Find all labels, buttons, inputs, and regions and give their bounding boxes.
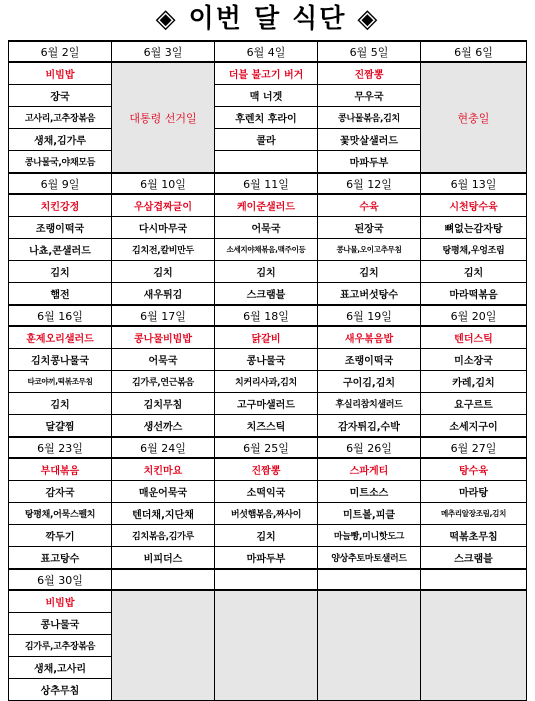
main-dish: 텐더스틱 xyxy=(421,326,527,349)
menu-item: 달걀찜 xyxy=(9,415,112,438)
menu-item: 무우국 xyxy=(318,85,421,107)
date-row xyxy=(9,437,527,458)
date-cell xyxy=(215,569,318,590)
menu-item: 소떡익국 xyxy=(215,481,318,503)
main-dish: 우삼겹짜글이 xyxy=(112,194,215,217)
main-dish: 새우볶음밥 xyxy=(318,326,421,349)
menu-item: 텐더채,지단채 xyxy=(112,503,215,525)
menu-item: 김치전,칼비만두 xyxy=(112,239,215,261)
date-cell: 6월 10일 xyxy=(112,173,215,194)
menu-item: 김가루,고추장볶음 xyxy=(9,635,112,657)
menu-item: 감자국 xyxy=(9,481,112,503)
date-cell: 6월 27일 xyxy=(421,437,527,458)
menu-row xyxy=(9,62,527,85)
menu-row xyxy=(9,217,527,239)
empty-cell xyxy=(318,590,421,701)
menu-row xyxy=(9,349,527,371)
menu-item: 김치 xyxy=(9,393,112,415)
menu-item: 김치볶음,김가루 xyxy=(112,525,215,547)
menu-item: 햄전 xyxy=(9,283,112,306)
date-cell xyxy=(112,569,215,590)
holiday-cell: 현충일 xyxy=(421,62,527,173)
menu-item: 나쵸,콘샐러드 xyxy=(9,239,112,261)
menu-item: 후실리참치샐러드 xyxy=(318,393,421,415)
date-row xyxy=(9,305,527,326)
menu-item: 치즈스틱 xyxy=(215,415,318,438)
menu-item: 김치 xyxy=(215,525,318,547)
date-cell: 6월 3일 xyxy=(112,41,215,62)
main-dish: 진짬뽕 xyxy=(215,458,318,481)
date-row xyxy=(9,41,527,62)
main-dish: 케이준샐러드 xyxy=(215,194,318,217)
menu-row xyxy=(9,415,527,438)
menu-item: 김가루,연근볶음 xyxy=(112,371,215,393)
date-cell: 6월 23일 xyxy=(9,437,112,458)
main-dish: 훈제오리샐러드 xyxy=(9,326,112,349)
menu-item: 스크램블 xyxy=(421,547,527,570)
menu-item: 타코야끼,떡볶조무침 xyxy=(9,371,112,393)
menu-row xyxy=(9,371,527,393)
menu-item: 김치 xyxy=(318,261,421,283)
menu-row xyxy=(9,261,527,283)
menu-item: 탕평채,우엉조림 xyxy=(421,239,527,261)
menu-item: 표고탕수 xyxy=(9,547,112,570)
menu-row xyxy=(9,503,527,525)
menu-item: 감자튀김,수박 xyxy=(318,415,421,438)
menu-row xyxy=(9,393,527,415)
date-cell: 6월 16일 xyxy=(9,305,112,326)
date-cell xyxy=(318,569,421,590)
date-cell: 6월 18일 xyxy=(215,305,318,326)
main-dish: 더블 불고기 버거 xyxy=(215,62,318,85)
menu-item: 뼈없는감자탕 xyxy=(421,217,527,239)
menu-item: 표고버섯탕수 xyxy=(318,283,421,306)
empty-cell xyxy=(421,590,527,701)
date-cell: 6월 13일 xyxy=(421,173,527,194)
menu-item: 치커리사과,김치 xyxy=(215,371,318,393)
menu-item: 마라떡볶음 xyxy=(421,283,527,306)
meal-calendar-table xyxy=(8,40,527,701)
menu-item: 비피더스 xyxy=(112,547,215,570)
main-dish: 스파게티 xyxy=(318,458,421,481)
menu-row xyxy=(9,525,527,547)
date-cell: 6월 2일 xyxy=(9,41,112,62)
menu-item: 맥 너겟 xyxy=(215,85,318,107)
menu-item xyxy=(215,151,318,174)
menu-item: 생채,김가루 xyxy=(9,129,112,151)
menu-item: 콩나물볶음,김치 xyxy=(318,107,421,129)
menu-item: 마파두부 xyxy=(318,151,421,174)
menu-item: 조랭이떡국 xyxy=(9,217,112,239)
menu-item: 미소장국 xyxy=(421,349,527,371)
date-cell: 6월 26일 xyxy=(318,437,421,458)
empty-cell xyxy=(215,590,318,701)
main-dish: 비빔밥 xyxy=(9,590,112,613)
date-cell: 6월 25일 xyxy=(215,437,318,458)
menu-item: 고사리,고추장볶음 xyxy=(9,107,112,129)
menu-item: 콜라 xyxy=(215,129,318,151)
date-row xyxy=(9,173,527,194)
menu-item: 구이김,김치 xyxy=(318,371,421,393)
main-dish: 시천탕수육 xyxy=(421,194,527,217)
menu-item: 꽃맛살샐러드 xyxy=(318,129,421,151)
menu-item: 새우튀김 xyxy=(112,283,215,306)
menu-row xyxy=(9,194,527,217)
main-dish: 콩나물비빔밥 xyxy=(112,326,215,349)
date-cell: 6월 24일 xyxy=(112,437,215,458)
menu-item: 미트볼,피클 xyxy=(318,503,421,525)
menu-item: 조랭이떡국 xyxy=(318,349,421,371)
menu-item: 메추리알장조림,김치 xyxy=(421,503,527,525)
menu-item: 생선까스 xyxy=(112,415,215,438)
date-cell: 6월 19일 xyxy=(318,305,421,326)
date-cell: 6월 9일 xyxy=(9,173,112,194)
menu-item: 김치 xyxy=(112,261,215,283)
menu-item: 콩나물국 xyxy=(215,349,318,371)
menu-item: 김치 xyxy=(215,261,318,283)
menu-row xyxy=(9,326,527,349)
menu-item: 다시마무국 xyxy=(112,217,215,239)
main-dish: 부대볶음 xyxy=(9,458,112,481)
date-cell: 6월 6일 xyxy=(421,41,527,62)
menu-row xyxy=(9,590,527,613)
menu-item: 후렌치 후라이 xyxy=(215,107,318,129)
holiday-cell: 대통령 선거일 xyxy=(112,62,215,173)
menu-item: 미트소스 xyxy=(318,481,421,503)
date-cell: 6월 17일 xyxy=(112,305,215,326)
date-cell: 6월 5일 xyxy=(318,41,421,62)
menu-item: 김치 xyxy=(9,261,112,283)
main-dish: 진짬뽕 xyxy=(318,62,421,85)
menu-item: 고구마샐러드 xyxy=(215,393,318,415)
menu-item: 스크램블 xyxy=(215,283,318,306)
page-title: ◈ 이번 달 식단 ◈ xyxy=(155,4,380,34)
menu-item: 버섯햄볶음,짜사이 xyxy=(215,503,318,525)
menu-item: 김치무침 xyxy=(112,393,215,415)
menu-item: 깍두기 xyxy=(9,525,112,547)
menu-item: 김치콩나물국 xyxy=(9,349,112,371)
menu-item: 마늘빵,미니핫도그 xyxy=(318,525,421,547)
menu-item: 마라탕 xyxy=(421,481,527,503)
menu-item: 된장국 xyxy=(318,217,421,239)
main-dish: 비빔밥 xyxy=(9,62,112,85)
main-dish: 수육 xyxy=(318,194,421,217)
menu-item: 소세지야채볶음,맥주이등 xyxy=(215,239,318,261)
menu-item: 탕평채,어묵스펠치 xyxy=(9,503,112,525)
menu-item: 매운어묵국 xyxy=(112,481,215,503)
menu-item: 카레,김치 xyxy=(421,371,527,393)
menu-item: 김치 xyxy=(421,261,527,283)
main-dish: 치킨강정 xyxy=(9,194,112,217)
date-cell: 6월 20일 xyxy=(421,305,527,326)
menu-item: 소세지구이 xyxy=(421,415,527,438)
menu-item: 콩나물,오이고추무침 xyxy=(318,239,421,261)
main-dish: 치킨마요 xyxy=(112,458,215,481)
date-row xyxy=(9,569,527,590)
main-dish: 닭갈비 xyxy=(215,326,318,349)
main-dish: 탕수육 xyxy=(421,458,527,481)
menu-item: 상추무침 xyxy=(9,679,112,701)
menu-item: 마파두부 xyxy=(215,547,318,570)
menu-row xyxy=(9,547,527,570)
menu-item: 콩나물국 xyxy=(9,613,112,635)
empty-cell xyxy=(112,590,215,701)
menu-item: 장국 xyxy=(9,85,112,107)
menu-row xyxy=(9,239,527,261)
date-cell: 6월 12일 xyxy=(318,173,421,194)
menu-item: 생채,고사리 xyxy=(9,657,112,679)
menu-item: 어묵국 xyxy=(112,349,215,371)
date-cell: 6월 4일 xyxy=(215,41,318,62)
menu-row xyxy=(9,481,527,503)
menu-item: 요구르트 xyxy=(421,393,527,415)
menu-item: 양상추토마토샐러드 xyxy=(318,547,421,570)
menu-item: 콩나물국,야채모듬 xyxy=(9,151,112,174)
menu-item: 어묵국 xyxy=(215,217,318,239)
menu-row xyxy=(9,283,527,306)
date-cell: 6월 30일 xyxy=(9,569,112,590)
date-cell: 6월 11일 xyxy=(215,173,318,194)
menu-row xyxy=(9,458,527,481)
date-cell xyxy=(421,569,527,590)
menu-item: 떡볶초무침 xyxy=(421,525,527,547)
